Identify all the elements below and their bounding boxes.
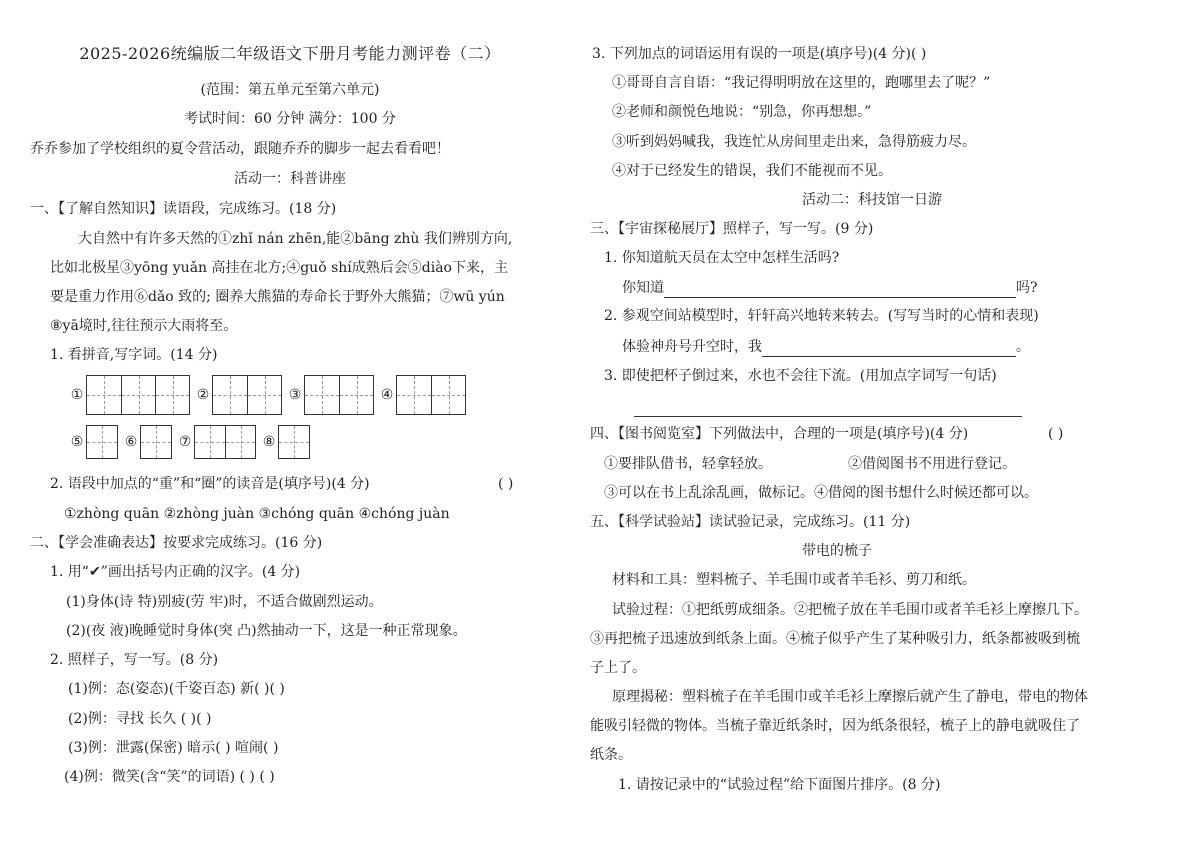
s4-option-3-4: ③可以在书上乱涂乱画，做标记。④借阅的图书想什么时候还都可以。 <box>604 485 1038 501</box>
q3-option-3: ③听到妈妈喊我，我连忙从房间里走出来，急得筋疲力尽。 <box>612 134 976 150</box>
writing-box-2[interactable] <box>212 375 282 415</box>
page-title: 2025-2026统编版二年级语文下册月考能力测评卷（二） <box>79 44 501 63</box>
section-2-ex3: (3)例：泄露(保密) 暗示( ) 喧闹( ) <box>68 740 279 756</box>
grid-num-2: ② <box>196 387 210 403</box>
experiment-process-1: 试验过程：①把纸剪成细条。②把梳子放在羊毛围巾或者羊毛衫上摩擦几下。 <box>612 602 1088 618</box>
writing-box-5[interactable] <box>86 425 118 459</box>
experiment-principle-3: 纸条。 <box>590 747 632 763</box>
section-2-q1-a: (1)身体(诗 特)别疲(劳 牢)时，不适合做剧烈运动。 <box>66 594 383 610</box>
writing-box-6[interactable] <box>140 425 172 459</box>
answer-blank-s3-q2[interactable] <box>762 336 1016 357</box>
activity-1-title: 活动一：科普讲座 <box>234 171 346 187</box>
section-3-q3: 3. 即使把杯子倒过来，水也不会往下流。(用加点字词写一句话) <box>604 368 997 384</box>
grid-num-4: ④ <box>380 387 394 403</box>
q3-option-1: ①哥哥自言自语：“我记得明明放在这里的，跑哪里去了呢？” <box>612 75 991 91</box>
experiment-process-3: 子上了。 <box>590 660 646 676</box>
s4-option-2: ②借阅图书不用进行登记。 <box>848 456 1016 472</box>
pinyin-grid-row-2 <box>68 425 314 459</box>
exam-scope: (范围：第五单元至第六单元) <box>200 82 380 98</box>
activity-2-title: 活动二：科技馆一日游 <box>802 192 942 208</box>
section-2-q1: 1. 用“✔”画出括号内正确的汉字。(4 分) <box>50 564 301 580</box>
intro-text: 乔乔参加了学校组织的夏令营活动，跟随乔乔的脚步一起去看看吧！ <box>30 141 450 157</box>
section-1-q1: 1. 看拼音,写字词。(14 分) <box>50 347 218 363</box>
section-3-q1: 1. 你知道航天员在太空中怎样生活吗? <box>604 250 840 266</box>
grid-num-3: ③ <box>288 387 302 403</box>
section-2-ex2: (2)例：寻找 长久 ( )( ) <box>68 711 212 727</box>
section-3-q1-line <box>622 277 1038 298</box>
s3-q1-suffix: 吗? <box>1016 280 1038 296</box>
section-2-q2: 2. 照样子，写一写。(8 分) <box>50 652 219 668</box>
experiment-materials: 材料和工具：塑料梳子、羊毛围巾或者羊毛衫、剪刀和纸。 <box>612 572 976 588</box>
grid-num-1: ① <box>70 387 84 403</box>
section-1-heading: 一、【了解自然知识】读语段，完成练习。(18 分) <box>30 201 337 217</box>
section-3-q2-line <box>622 336 1030 357</box>
grid-num-7: ⑦ <box>178 434 192 450</box>
section-5-heading: 五、【科学试验站】读试验记录，完成练习。(11 分) <box>590 514 911 530</box>
writing-box-1[interactable] <box>86 375 190 415</box>
grid-num-8: ⑧ <box>262 434 276 450</box>
writing-box-8[interactable] <box>278 425 310 459</box>
s4-option-1: ①要排队借书，轻拿轻放。 <box>604 456 772 472</box>
answer-paren-q2[interactable]: ( ) <box>498 476 514 492</box>
section-4-heading: 四、【图书阅览室】下列做法中，合理的一项是(填序号)(4 分) <box>590 426 969 442</box>
writing-box-4[interactable] <box>396 375 466 415</box>
section-2-q3: 3. 下列加点的词语运用有误的一项是(填序号)(4 分)( ) <box>592 46 927 62</box>
q3-option-4: ④对于已经发生的错误，我们不能视而不见。 <box>612 163 892 179</box>
q3-option-2: ②老师和颜悦色地说：“别急，你再想想。” <box>612 104 872 120</box>
section-2-ex1: (1)例：态(姿态)(千姿百态) 新( )( ) <box>68 681 285 697</box>
s3-q2-suffix: 。 <box>1016 339 1030 355</box>
passage-line-4: ⑧yā境时,往往预示大雨将至。 <box>50 318 238 334</box>
writing-box-7[interactable] <box>194 425 256 459</box>
section-3-heading: 三、【宇宙探秘展厅】照样子，写一写。(9 分) <box>590 221 874 237</box>
experiment-principle-1: 原理揭秘：塑料梳子在羊毛围巾或羊毛衫上摩擦后就产生了静电，带电的物体 <box>612 689 1088 705</box>
section-2-q1-b: (2)(夜 液)晚睡觉时身体(突 凸)然抽动一下，这是一种正常现象。 <box>66 623 467 639</box>
answer-line-s3-q3[interactable] <box>634 396 1022 417</box>
section-3-q2: 2. 参观空间站模型时，轩轩高兴地转来转去。(写写当时的心情和表现) <box>604 308 1039 324</box>
answer-blank-s3-q1[interactable] <box>664 277 1016 298</box>
answer-paren-s4[interactable]: ( ) <box>1048 426 1064 442</box>
grid-num-5: ⑤ <box>70 434 84 450</box>
experiment-process-2: ③再把梳子迅速放到纸条上面。④梳子似乎产生了某种吸引力，纸条都被吸到梳 <box>590 631 1080 647</box>
exam-time: 考试时间：60 分钟 满分：100 分 <box>184 111 396 127</box>
experiment-principle-2: 能吸引轻微的物体。当梳子靠近纸条时，因为纸条很轻，梳子上的静电就吸住了 <box>590 718 1080 734</box>
section-1-q2: 2. 语段中加点的“重”和“圈”的读音是(填序号)(4 分) <box>50 476 370 492</box>
passage-line-3: 要是重力作用⑥dǎo 致的; 圈养大熊猫的寿命长于野外大熊猫；⑦wū yún <box>50 289 505 305</box>
pinyin-grid-row-1 <box>68 375 470 415</box>
section-2-heading: 二、【学会准确表达】按要求完成练习。(16 分) <box>30 535 323 551</box>
s3-q2-prefix: 体验神舟号升空时，我 <box>622 339 762 355</box>
q2-options: ①zhòng quān ②zhòng juàn ③chóng quān ④chóng juàn <box>64 506 450 522</box>
experiment-title: 带电的梳子 <box>802 543 872 559</box>
s3-q1-prefix: 你知道 <box>622 280 664 296</box>
passage-line-1: 大自然中有许多天然的①zhǐ nán zhēn,能②bāng zhù 我们辨別方向, <box>78 231 513 247</box>
writing-box-3[interactable] <box>304 375 374 415</box>
section-2-ex4: (4)例：微笑(含“笑”的词语) ( ) ( ) <box>64 769 275 785</box>
section-5-q1: 1. 请按记录中的“试验过程”给下面图片排序。(8 分) <box>618 777 941 793</box>
passage-line-2: 比如北极星③yōng yuǎn 高挂在北方;④guǒ shí成熟后会⑤diào下来，主 <box>50 260 508 276</box>
grid-num-6: ⑥ <box>124 434 138 450</box>
